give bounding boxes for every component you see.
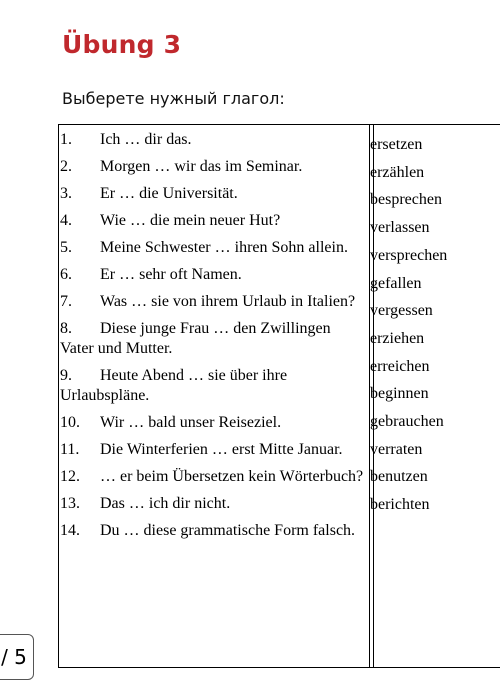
slide-badge: / 5 [0, 634, 34, 680]
sentence-item: 1. Ich … dir das. [60, 131, 192, 148]
verb-item: erziehen [370, 329, 425, 347]
verb-item: erreichen [370, 357, 430, 375]
verb-item: besprechen [370, 191, 442, 209]
verb-item: gefallen [370, 274, 422, 292]
verb-item: beginnen [370, 385, 429, 403]
sentence-item: 13. Das … ich dir nicht. [60, 495, 231, 512]
instruction-text: Выберете нужный глагол: [62, 89, 285, 108]
verb-item: verraten [370, 440, 423, 458]
verb-item: gebrauchen [370, 413, 444, 431]
verb-item: berichten [370, 496, 430, 514]
sentence-item: 3. Er … die Universität. [60, 185, 238, 202]
verb-list [370, 131, 447, 519]
sentence-item: 8. Diese junge Frau … den Zwillingen Vater und Mutter. [60, 320, 331, 357]
verb-item: erzählen [370, 163, 425, 181]
sentence-item: 7. Was … sie von ihrem Urlaub in Italien? [60, 293, 356, 310]
sentence-item: 14. Du … diese grammatische Form falsch. [60, 522, 356, 539]
sentence-item: 12. … er beim Übersetzen kein Wörterbuch? [60, 468, 364, 485]
sentence-item: 10. Wir … bald unser Reiseziel. [60, 414, 282, 431]
verb-item: ersetzen [370, 136, 423, 153]
sentence-item: 6. Er … sehr oft Namen. [60, 266, 242, 283]
verb-item: versprechen [370, 246, 448, 264]
verb-item: benutzen [370, 468, 428, 486]
sentence-item: 5. Meine Schwester … ihren Sohn allein. [60, 239, 348, 256]
sentence-list [60, 130, 364, 548]
sentence-item: 2. Morgen … wir das im Seminar. [60, 158, 303, 175]
verb-item: vergessen [370, 302, 433, 320]
sentence-item: 4. Wie … die mein neuer Hut? [60, 212, 281, 229]
exercise-title: Übung 3 [62, 30, 182, 59]
sentence-item: 11. Die Winterferien … erst Mitte Januar. [60, 441, 343, 458]
verb-item: verlassen [370, 219, 430, 237]
sentence-item: 9. Heute Abend … sie über ihre Urlaubspläne. [60, 367, 288, 404]
